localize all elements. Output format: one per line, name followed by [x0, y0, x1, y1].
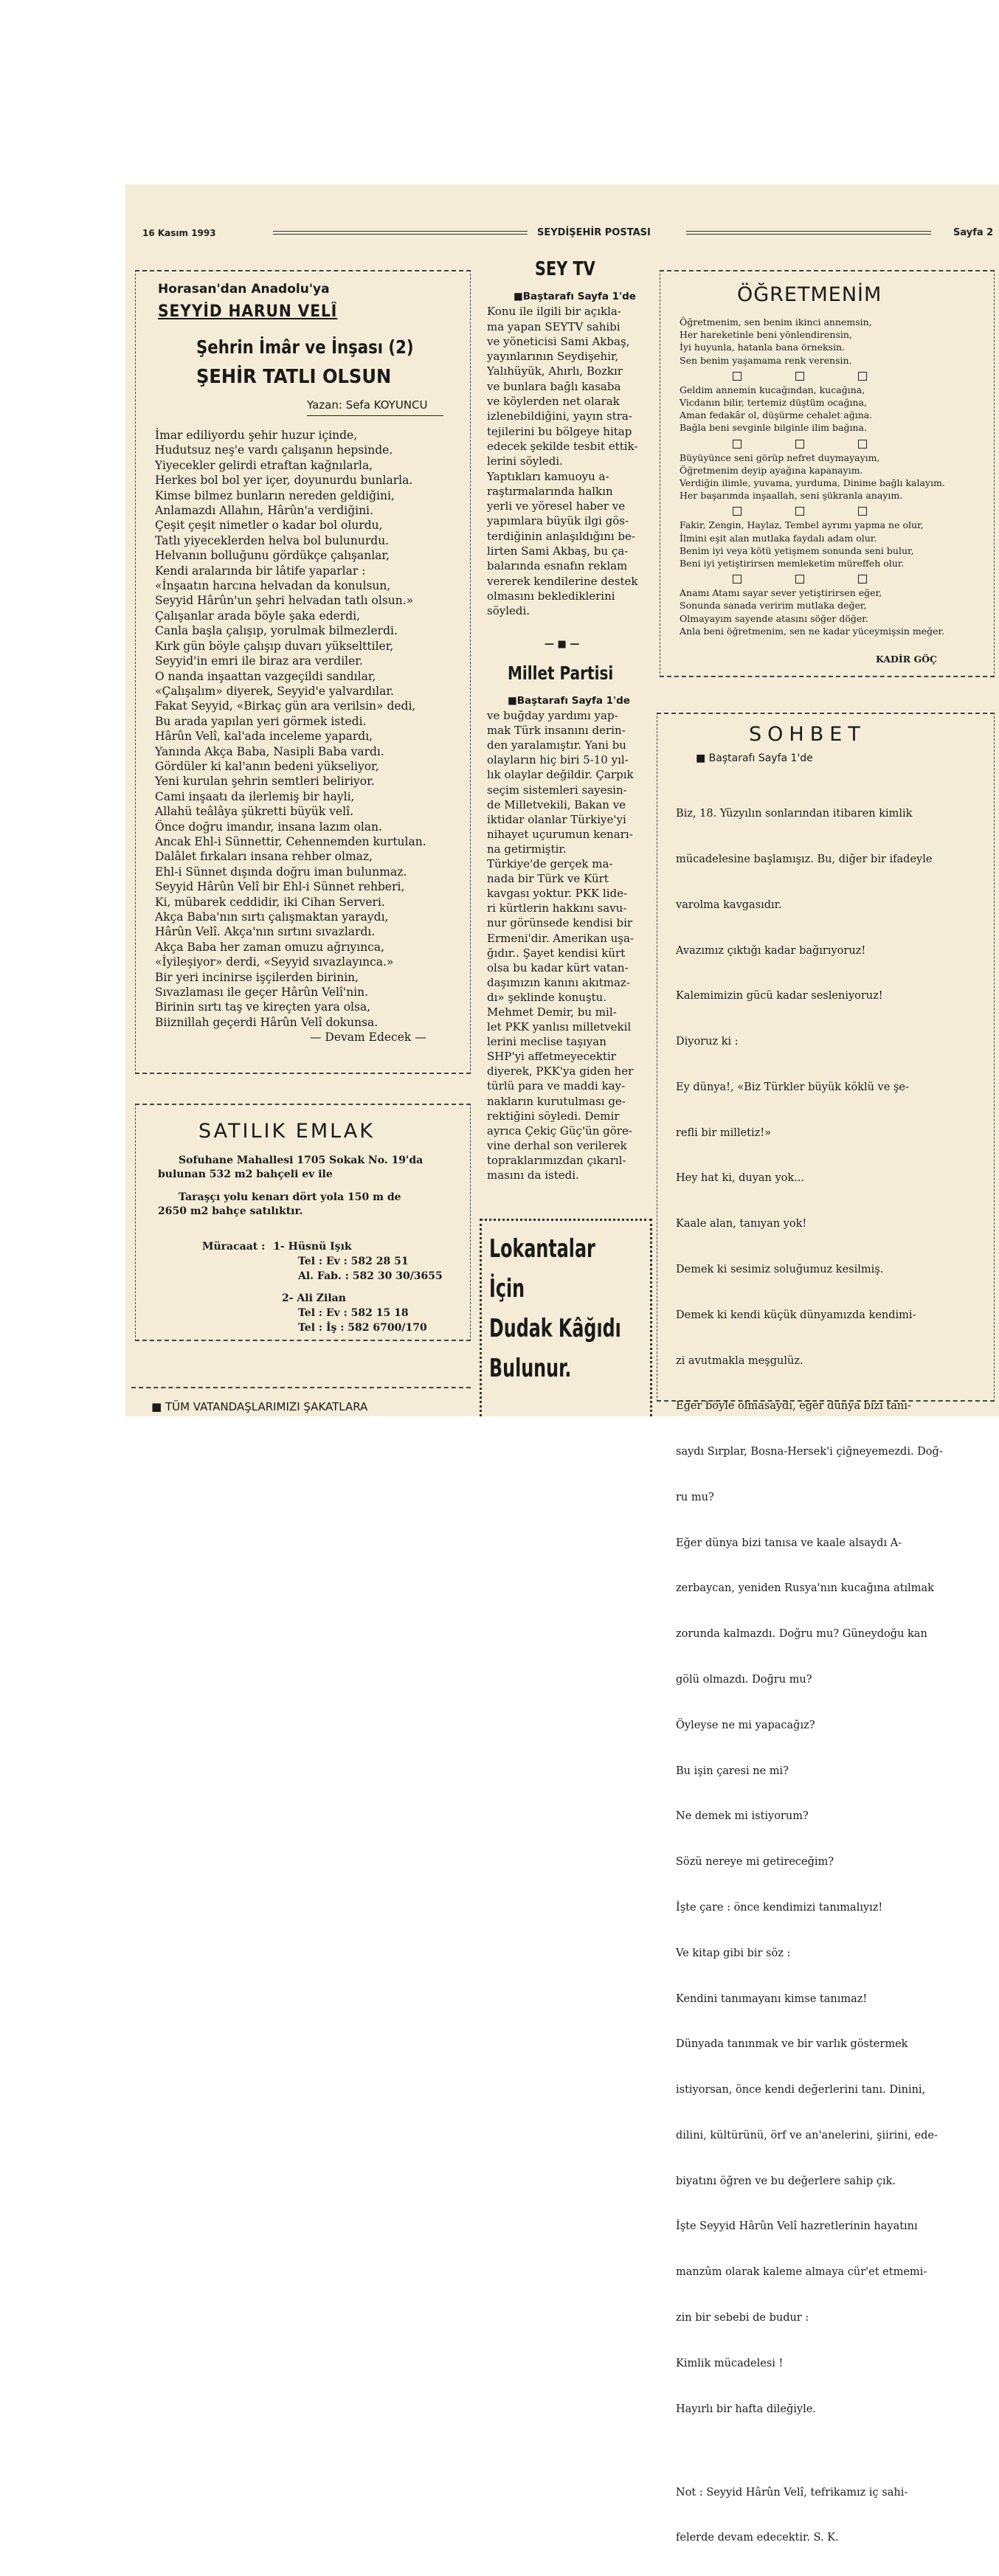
poem-line: Sonunda sanada veririm mutlaka değer, [680, 600, 867, 612]
article-line: biyatını öğren ve bu değerlere sahip çık. [676, 2175, 896, 2187]
article-line: olmasını beklediklerini [487, 589, 615, 603]
masthead-rule-left [273, 231, 528, 235]
poem-line: Büyüyünce seni görüp nefret duymayayım, [680, 451, 880, 463]
article-line: vererek kendilerine destek [487, 574, 638, 588]
article-line: rektiğini söyledi. Demir [487, 1109, 620, 1123]
poem-line: Kendi aralarında bir lâtife yaparlar : [155, 564, 366, 578]
article-line: Diyoruz ki : [676, 1036, 739, 1048]
poem-line: Her hareketinle beni yönlendirensin, [680, 329, 852, 341]
article-line: Yaptıkları kamuoyu a- [487, 469, 609, 483]
article-lead: ■Baştarafı Sayfa 1'de [514, 291, 636, 302]
poem-line: Sıvazlaması ile geçer Hârûn Velî'nin. [155, 986, 369, 1000]
poem-line: Bağla beni sevginle bilginle ilim bağına. [680, 422, 867, 434]
article-line: refli bir milletiz!» [676, 1126, 771, 1139]
stanza-divider [680, 569, 986, 586]
article-line: saydı Sırplar, Bosna-Hersek'i çiğneyemezdi. Doğ- [676, 1446, 943, 1458]
article-line: raştırmalarında halkın [487, 484, 613, 498]
article-line: olayların hiç biri 5-10 yıl- [487, 753, 629, 767]
poem-line: Anla beni öğretmenim, sen ne kadar yüceymişsin meğer. [680, 625, 945, 637]
article-line: Ne demek mi istiyorum? [676, 1810, 809, 1823]
article-line: Hey hat ki, duyan yok... [676, 1172, 805, 1185]
masthead-rule-right [686, 231, 931, 235]
poem-line: Birinin sırtı taş ve kireçten yara olsa, [155, 1000, 371, 1014]
poem-line: Anamı Atamı sayar sever yetiştirirsen eğer, [680, 587, 882, 599]
poem-line: Beni iyi yetiştirirsen memleketim müreffeh olur. [680, 558, 905, 569]
article-line: nakların kurutulması ge- [487, 1094, 626, 1108]
article-line: lerini söyledi. [487, 454, 563, 468]
article-line: Öyleyse ne mi yapacağız? [676, 1719, 815, 1731]
article-line: Ey dünya!, «Biz Türkler büyük köklü ve şe- [676, 1081, 909, 1093]
article-line: gölü olmazdı. Doğru mu? [676, 1674, 812, 1686]
poem-line: Tatlı yiyeceklerden helva bol bulunurdu. [155, 533, 390, 547]
stanza-divider [680, 367, 986, 384]
paper-name: SEYDİŞEHİR POSTASI [537, 227, 651, 238]
ogretmenim-poem [660, 270, 995, 677]
article-line: Bu işin çaresi ne mi? [676, 1765, 789, 1777]
poem-line: Allahü teâlâya şükretti büyük velî. [155, 805, 353, 819]
article-line: Hayırlı bir hafta dileğiyle. [676, 2403, 816, 2415]
article-line: Biz, 18. Yüzyılın sonlarından itibaren kimlik [676, 808, 913, 820]
article-line: ma yapan SEYTV sahibi [487, 319, 621, 333]
footer-rule [131, 1387, 471, 1388]
article-line: Kalemimizin gücü kadar sesleniyoruz! [676, 990, 883, 1003]
poem-line: Hudutsuz neş'e vardı çalışanın hepsinde. [155, 443, 393, 457]
poem-line: «Çalışalım» diyerek, Seyyid'e yalvardılar. [155, 684, 394, 698]
article-line: mücadelesine başlamışız. Bu, diğer bir ifadeyle [676, 853, 933, 865]
ad-title: SATILIK EMLAK [198, 1120, 375, 1143]
article-line: İşte Seyyid Hârûn Velî hazretlerinin hayatını [676, 2220, 918, 2233]
poem-line: Seyyid Hârûn Velî bir Ehl-i Sünnet rehberi, [155, 880, 405, 894]
footer-teaser: ■ TÜM VATANDAŞLARIMIZI ŞAKATLARA [151, 1400, 368, 1413]
article-line: masını da istedi. [487, 1168, 579, 1182]
poem-line: Ki, mübarek ceddidir, iki Cihan Serveri. [155, 895, 385, 909]
poem-line: «İyileşiyor» derdi, «Seyyid sıvazlayınca.» [155, 955, 394, 969]
harun-veli-article [135, 270, 471, 1074]
spacer [676, 2447, 986, 2454]
poem-line: Olmayayım sayende atasını söğer döğer. [680, 612, 868, 624]
article-line: yayınlarının Seydişehir, [487, 350, 619, 364]
real-estate-ad [135, 1104, 471, 1341]
article-line: Kaale alan, tanıyan yok! [676, 1218, 807, 1230]
ad-line: 2650 m2 bahçe satılıktır. [158, 1205, 303, 1217]
poem-line: Hârûn Velî, kal'ada inceleme yapardı, [155, 730, 373, 744]
seytv-body [487, 289, 646, 619]
separator: — ■ — [545, 639, 580, 650]
poem-line: Çalışanlar arada böyle şaka ederdi, [155, 609, 361, 623]
poem-line: İmar ediliyordu şehir huzur içinde, [155, 429, 358, 442]
ad-description [158, 1154, 423, 1219]
article-line: SHP'yi affetmeyecektir [487, 1050, 616, 1064]
article-line: nada bir Türk ve Kürt [487, 872, 609, 886]
ad-line: bulunan 532 m2 bahçeli ev ile [158, 1168, 333, 1180]
article-subtitle: ŞEHİR TATLI OLSUN [196, 366, 392, 388]
article-line: lık olaylar değildir. Çarpık [487, 768, 634, 782]
poem-line: Bu arada yapılan yeri görmek istedi. [155, 714, 367, 728]
poem-line: Benim iyi veya kötü yetişmem sonunda seni bulur, [680, 544, 914, 556]
poem-line: Dalâlet fırkaları insana rehber olmaz, [155, 850, 373, 864]
article-line: Dünyada tanınmak ve bir varlık göstermek [676, 2038, 908, 2051]
poem-line: Geldim annemin kucağından, kucağına, [680, 384, 865, 395]
sohbet-column [657, 713, 995, 2544]
poem-line: Helvanın bolluğunu gördükçe çalışanlar, [155, 549, 390, 563]
contact-phone: Tel : Ev : 582 28 51 [298, 1256, 409, 1267]
poem-line: Yeni kurulan şehrin semtleri beliriyor. [155, 775, 375, 789]
article-line: Ve kitap gibi bir söz : [676, 1947, 791, 1959]
seytv-title: SEY TV [535, 258, 595, 280]
poem-line: Akça Baba'nın sırtı çalışmaktan yaraydı, [155, 910, 389, 924]
ad-contacts [202, 1239, 443, 1335]
article-line: Avazımız çıktığı kadar bağırıyoruz! [676, 944, 866, 957]
poem-line: Verdiğin ilimle, yuvama, yurduma, Dinime bağlı kalayım. [680, 477, 945, 489]
article-line: yapımlara büyük ilgi gös- [487, 514, 629, 528]
poem-line: O nanda inşaattan vazgeçildi sandılar, [155, 669, 376, 683]
article-line: daşımızın kanını akıtmaz- [487, 975, 630, 989]
article-line: izlenebildiğini, yayın stra- [487, 409, 632, 423]
napkin-ad-line: Lokantalar [489, 1234, 595, 1264]
article-line: zin bir sebebi de budur : [676, 2311, 809, 2324]
article-line: den yaralamıştır. Yani bu [487, 738, 626, 752]
article-line: diyerek, PKK'ya giden her [487, 1064, 634, 1078]
napkin-ad-line: Bulunur. [489, 1354, 572, 1383]
article-line: ğıdır.. Şayet kendisi kürt [487, 946, 626, 960]
poem-line: Fakir, Zengin, Haylaz, Tembel ayrımı yapma ne olur, [680, 519, 924, 531]
poem-stanzas [680, 316, 986, 637]
poem-line: Aman fedakâr ol, düşürme cehalet ağına. [680, 409, 873, 421]
article-line: ve köylerden net olarak [487, 395, 620, 409]
poem-line: Cami inşaatı da ilerlemiş bir hayli, [155, 789, 355, 803]
article-line: İşte çare : önce kendimizi tanımalıyız! [676, 1901, 883, 1914]
article-line: istiyorsan, önce kendi değerlerini tanı. Dinini, [676, 2084, 926, 2097]
kicker: Horasan'dan Anadolu'ya [158, 282, 330, 297]
poem-line: Fakat Seyyid, «Birkaç gün ara verilsin» dedi, [155, 699, 416, 713]
article-line: na getirmiştir. [487, 842, 567, 856]
contact-name: 1- Hüsnü Işık [273, 1241, 352, 1253]
article-line: Mehmet Demir, bu mil- [487, 1005, 617, 1019]
article-line: kavgası yoktur. PKK lide- [487, 887, 628, 901]
poem-line: Ehl-i Sünnet dışında doğru iman bulunmaz. [155, 865, 407, 879]
poem-line: Öğretmenim, sen benim ikinci annemsin, [680, 316, 872, 328]
poem-author: KADİR GÖÇ [876, 654, 937, 665]
contact-name: 2- Ali Zilan [282, 1292, 346, 1304]
poem-body [155, 428, 461, 1045]
poem-line: Önce doğru imandır, insana lazım olan. [155, 820, 382, 834]
article-line: de Milletvekili, Bakan ve [487, 797, 626, 811]
article-line: nur görünsede kendisi bir [487, 916, 633, 930]
article-line: ve bunlara bağlı kasaba [487, 379, 621, 393]
contact-phone: Tel : Ev : 582 15 18 [298, 1307, 409, 1319]
issue-date: 16 Kasım 1993 [142, 228, 216, 238]
poem-line: Anlamazdı Allahın, Hârûn'a verdiğini. [155, 504, 373, 518]
poem-line: İyi huyunla, hatanla bana örneksin. [680, 342, 845, 353]
article-line: Yalıhüyük, Ahırlı, Bozkır [487, 364, 623, 378]
article-line: varolma kavgasıdır. [676, 899, 782, 911]
poem-line: Vicdanın bilir, tertemiz düştüm ocağına, [680, 397, 867, 409]
article-line: Eğer böyle olmasaydı, eğer dünya bizi tanı- [676, 1400, 911, 1413]
article-line: tejilerini bu bölgeye hitap [487, 424, 632, 438]
article-line: Demek ki sesimiz soluğumuz kesilmiş. [676, 1264, 884, 1275]
article-line: seçim sistemleri sayesin- [487, 783, 627, 797]
article-line: nihayet uçurumun kenarı- [487, 827, 633, 841]
poem-line: Hârûn Velî. Akça'nın sırtını sıvazlardı. [155, 925, 376, 939]
poem-line: Kimse bilmez bunların nereden geldiğini, [155, 488, 395, 502]
article-line: olsa bu kadar kürt vatan- [487, 960, 629, 974]
article-line: söyledi. [487, 604, 530, 618]
stanza-divider [680, 502, 986, 519]
poem-line: Seyyid'in emri ile biraz ara verdiler. [155, 654, 363, 668]
poem-line: Kırk gün böyle çalışıp duvarı yükselttiler, [155, 639, 394, 653]
napkin-ad [480, 1219, 652, 1416]
article-line: balarında esnafın reklam [487, 559, 628, 573]
poem-line: Sen benim yaşamama renk verensin. [680, 354, 852, 366]
article-line: let PKK yanlısı milletvekil [487, 1020, 632, 1034]
poem-title: ÖĞRETMENİM [737, 283, 882, 306]
ad-line: Sofuhane Mahallesi 1705 Sokak No. 19'da [179, 1154, 424, 1166]
article-line: türlü para ve maddi kay- [487, 1079, 626, 1093]
article-lead: ■Baştarafı Sayfa 1'de [508, 695, 630, 707]
poem-line: Yanında Akça Baba, Nasipli Baba vardı. [155, 744, 384, 758]
millet-title: Millet Partisi [508, 662, 614, 684]
byline-rule [307, 415, 443, 416]
article-line: zerbaycan, yeniden Rusya'nın kucağına atılmak [676, 1582, 934, 1595]
article-line: Demek ki kendi küçük dünyamızda kendimi- [676, 1309, 916, 1321]
article-line: Kimlik mücadelesi ! [676, 2357, 784, 2369]
article-line: Konu ile ilgili bir açıkla- [487, 305, 621, 319]
poem-line: Herkes bol bol yer içer, doyunurdu bunlarla. [155, 474, 413, 488]
article-line: Not : Seyyid Hârûn Velî, tefrikamız iç sahi- [676, 2486, 908, 2499]
sohbet-body [676, 776, 986, 2576]
article-line: zorunda kalmazdı. Doğru mu? Güneydoğu kan [676, 1628, 927, 1641]
page-number: Sayfa 2 [953, 227, 994, 238]
apply-label: Müracaat : [202, 1241, 266, 1253]
byline: Yazan: Sefa KOYUNCU [307, 398, 428, 412]
poem-line: İlmini eşit alan mutlaka faydalı adam olur. [680, 532, 877, 544]
poem-line: Yiyecekler gelirdi etraftan kağnılarla, [155, 458, 373, 472]
article-line: lirten Sami Akbaş, bu ça- [487, 544, 629, 558]
article-line: Sözü nereye mi getireceğim? [676, 1856, 834, 1869]
article-line: manzûm olarak kaleme almaya cür'et etmemi- [676, 2266, 927, 2279]
article-line: mak Türk insanını derin- [487, 724, 626, 738]
sohbet-lead: ■ Baştarafı Sayfa 1'de [696, 752, 813, 764]
poem-line: Her başarımda inşaallah, seni şükranla anayım. [680, 490, 903, 502]
article-line: dilini, kültürünü, örf ve an'anelerini, şiirini, ede- [676, 2129, 938, 2142]
stanza-divider [680, 434, 986, 451]
millet-body [487, 693, 646, 1183]
poem-line: Gördüler ki kal'anın bedeni yükseliyor, [155, 759, 379, 773]
poem-line: Seyyid Hârûn'un şehri helvadan tatlı olsun.» [155, 594, 414, 608]
poem-line: «İnşaatın harcına helvadan da konulsun, [155, 579, 391, 593]
sohbet-title: SOHBET [749, 723, 866, 746]
article-line: iktidar olanlar Türkiye'yi [487, 812, 626, 826]
article-line: felerde devam edecektir. S. K. [676, 2532, 839, 2544]
poem-line: Biiznillah geçerdi Hârûn Velî dokunsa. [155, 1015, 378, 1029]
article-line: ve buğday yardımı yap- [487, 709, 618, 723]
article-line: Kendini tanımayanı kimse tanımaz! [676, 1992, 868, 2005]
article-line: ayrıca Çekiç Güç'ün göre- [487, 1123, 632, 1138]
poem-line: Ancak Ehl-i Sünnettir, Cehennemden kurtulan. [155, 834, 426, 848]
napkin-ad-line: Dudak Kâğıdı [489, 1314, 621, 1343]
article-line: vine derhal son verilerek [487, 1138, 627, 1152]
article-line: ri kürtlerin hakkını savu- [487, 901, 627, 915]
continued-note: — Devam Edecek — [310, 1031, 426, 1045]
poem-line: Akça Baba her zaman omuzu ağrıyınca, [155, 940, 385, 954]
article-line: ru mu? [676, 1491, 714, 1503]
article-line: ve yöneticisi Sami Akbaş, [487, 334, 630, 348]
article-line: Türkiye'de gerçek ma- [487, 857, 613, 871]
contact-phone: Tel : İş : 582 6700/170 [298, 1322, 427, 1334]
poem-line: Çeşit çeşit nimetler o kadar bol olurdu, [155, 519, 383, 533]
poem-line: Bir yeri incinirse işçilerden birinin, [155, 970, 359, 984]
contact-fax: Al. Fab. : 582 30 30/3655 [298, 1270, 443, 1282]
article-line: lerini meclise taşıyan [487, 1035, 606, 1049]
ad-line: Taraşçı yolu kenarı dört yola 150 m de [179, 1191, 401, 1203]
napkin-ad-line: İçin [489, 1274, 525, 1303]
article-title: Şehrin İmâr ve İnşası (2) [196, 336, 414, 358]
article-line: Ermeni'dir. Amerikan uşa- [487, 931, 634, 945]
poem-line: Öğretmenim deyip ayağına kapanayım. [680, 464, 863, 476]
article-line: topraklarımızdan çıkarıl- [487, 1153, 626, 1167]
article-line: Eğer dünya bizi tanısa ve kaale alsaydı A- [676, 1537, 902, 1549]
article-line: zi avutmakla meşgulüz. [676, 1354, 803, 1367]
article-line: edecek şekilde tesbit ettik- [487, 439, 638, 453]
article-line: terdiğinin anlaşıldığını be- [487, 529, 635, 543]
article-line: dı» şeklinde konuştu. [487, 990, 607, 1004]
poem-line: Canla başla çalışıp, yorulmak bilmezlerdi. [155, 624, 398, 638]
series-title: SEYYİD HARUN VELÎ [158, 302, 338, 321]
article-line: yerli ve yöresel haber ve [487, 499, 626, 513]
